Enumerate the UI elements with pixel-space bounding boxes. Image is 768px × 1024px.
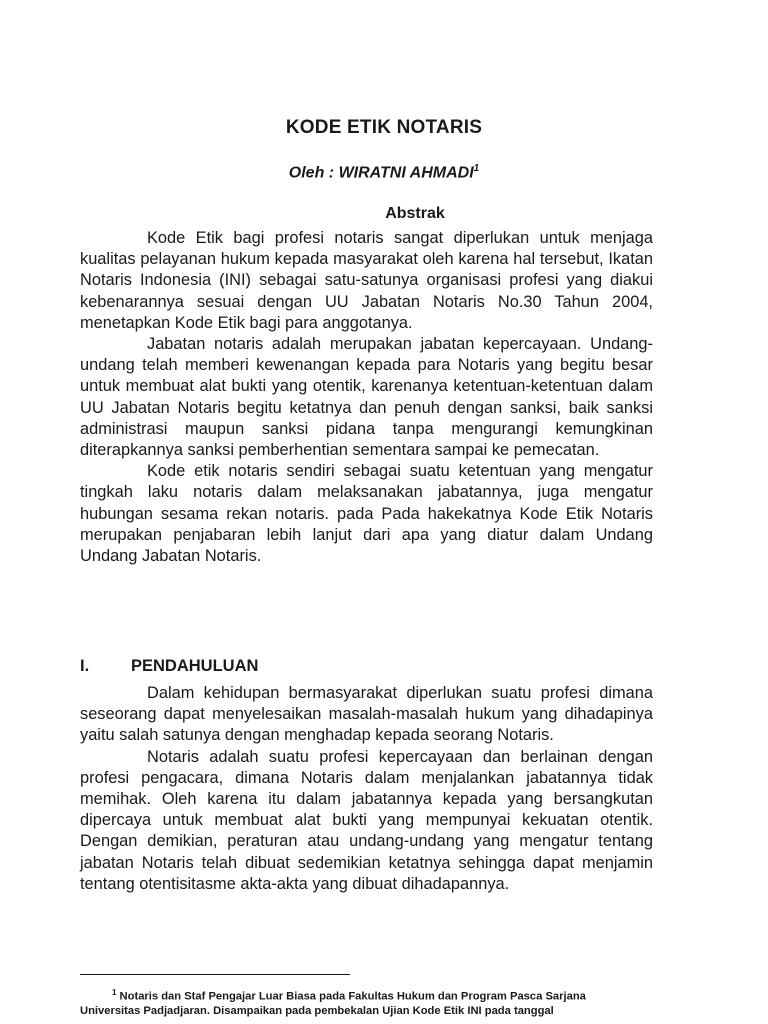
section-heading bbox=[80, 657, 258, 676]
author-name: WIRATNI AHMADI bbox=[338, 164, 474, 182]
abstract-body bbox=[80, 228, 653, 567]
footnote-text-1: Notaris dan Staf Pengajar Luar Biasa pada Fakultas Hukum dan Program Pasca Sarjana bbox=[116, 990, 586, 1003]
footnote-line-2: Universitas Padjadjaran. Disampaikan pada pembekalan Ujian Kode Etik INI pada tanggal bbox=[80, 1005, 554, 1018]
author-footnote-mark: 1 bbox=[473, 163, 480, 174]
footnote-line-1 bbox=[80, 986, 670, 1004]
abstract-paragraph: Kode Etik bagi profesi notaris sangat diperlukan untuk menjaga kualitas pelayanan hukum kepada masyarakat oleh karena hal tersebut, Ikatan Notaris Indonesia (INI) sebagai satu-satunya organisasi profesi yang diakui kebenarannya sesuai dengan UU Jabatan Notaris No.30 Tahun 2004, menetapkan Kode Etik bagi para anggotanya. bbox=[80, 229, 653, 332]
author-line bbox=[0, 163, 768, 182]
section-body bbox=[80, 683, 653, 895]
footnote-divider bbox=[80, 974, 350, 975]
author-prefix: Oleh : bbox=[288, 164, 339, 182]
abstract-paragraph: Jabatan notaris adalah merupakan jabatan kepercayaan. Undang-undang telah memberi kewenangan kepada para Notaris yang begitu besar untuk membuat alat bukti yang otentik, karenanya ketentuan-ketentuan dalam UU Jabatan Notaris begitu ketatnya dan penuh dengan sanksi, baik sanksi administrasi maupun sanksi pidana tanpa mengurangi kemungkinan diterapkannya sanksi pemberhentian sementara sampai ke pemecatan. bbox=[80, 335, 653, 460]
section-title: PENDAHULUAN bbox=[131, 657, 259, 675]
abstract-paragraph: Kode etik notaris sendiri sebagai suatu ketentuan yang mengatur tingkah laku notaris dalam melaksanakan jabatannya, juga mengatur hubungan sesama rekan notaris. pada Pada hakekatnya Kode Etik Notaris merupakan penjabaran lebih lanjut dari apa yang diatur dalam Undang Undang Jabatan Notaris. bbox=[80, 462, 653, 566]
abstract-heading: Abstrak bbox=[385, 205, 445, 222]
section-paragraph: Notaris adalah suatu profesi kepercayaan dan berlainan dengan profesi pengacara, dimana Notaris dalam menjalankan jabatannya tidak memihak. Oleh karena itu dalam jabatannya kepada yang bersangkutan dipercaya untuk membuat alat bukti yang mempunyai kekuatan otentik. Dengan demikian, peraturan atau undang-undang yang mengatur tentang jabatan Notaris telah dibuat sedemikian ketatnya sehingga dapat menjamin tentang otentisitasme akta-akta yang dibuat dihadapannya. bbox=[80, 747, 653, 893]
document-title: KODE ETIK NOTARIS bbox=[285, 117, 483, 138]
section-paragraph: Dalam kehidupan bermasyarakat diperlukan suatu profesi dimana seseorang dapat menyelesaikan masalah-masalah hukum yang dihadapinya yaitu salah satunya dengan menghadap kepada seorang Notaris. bbox=[80, 684, 653, 745]
section-number: I. bbox=[80, 657, 90, 675]
footnote-mark: 1 bbox=[112, 988, 117, 997]
footnote bbox=[80, 986, 670, 1019]
